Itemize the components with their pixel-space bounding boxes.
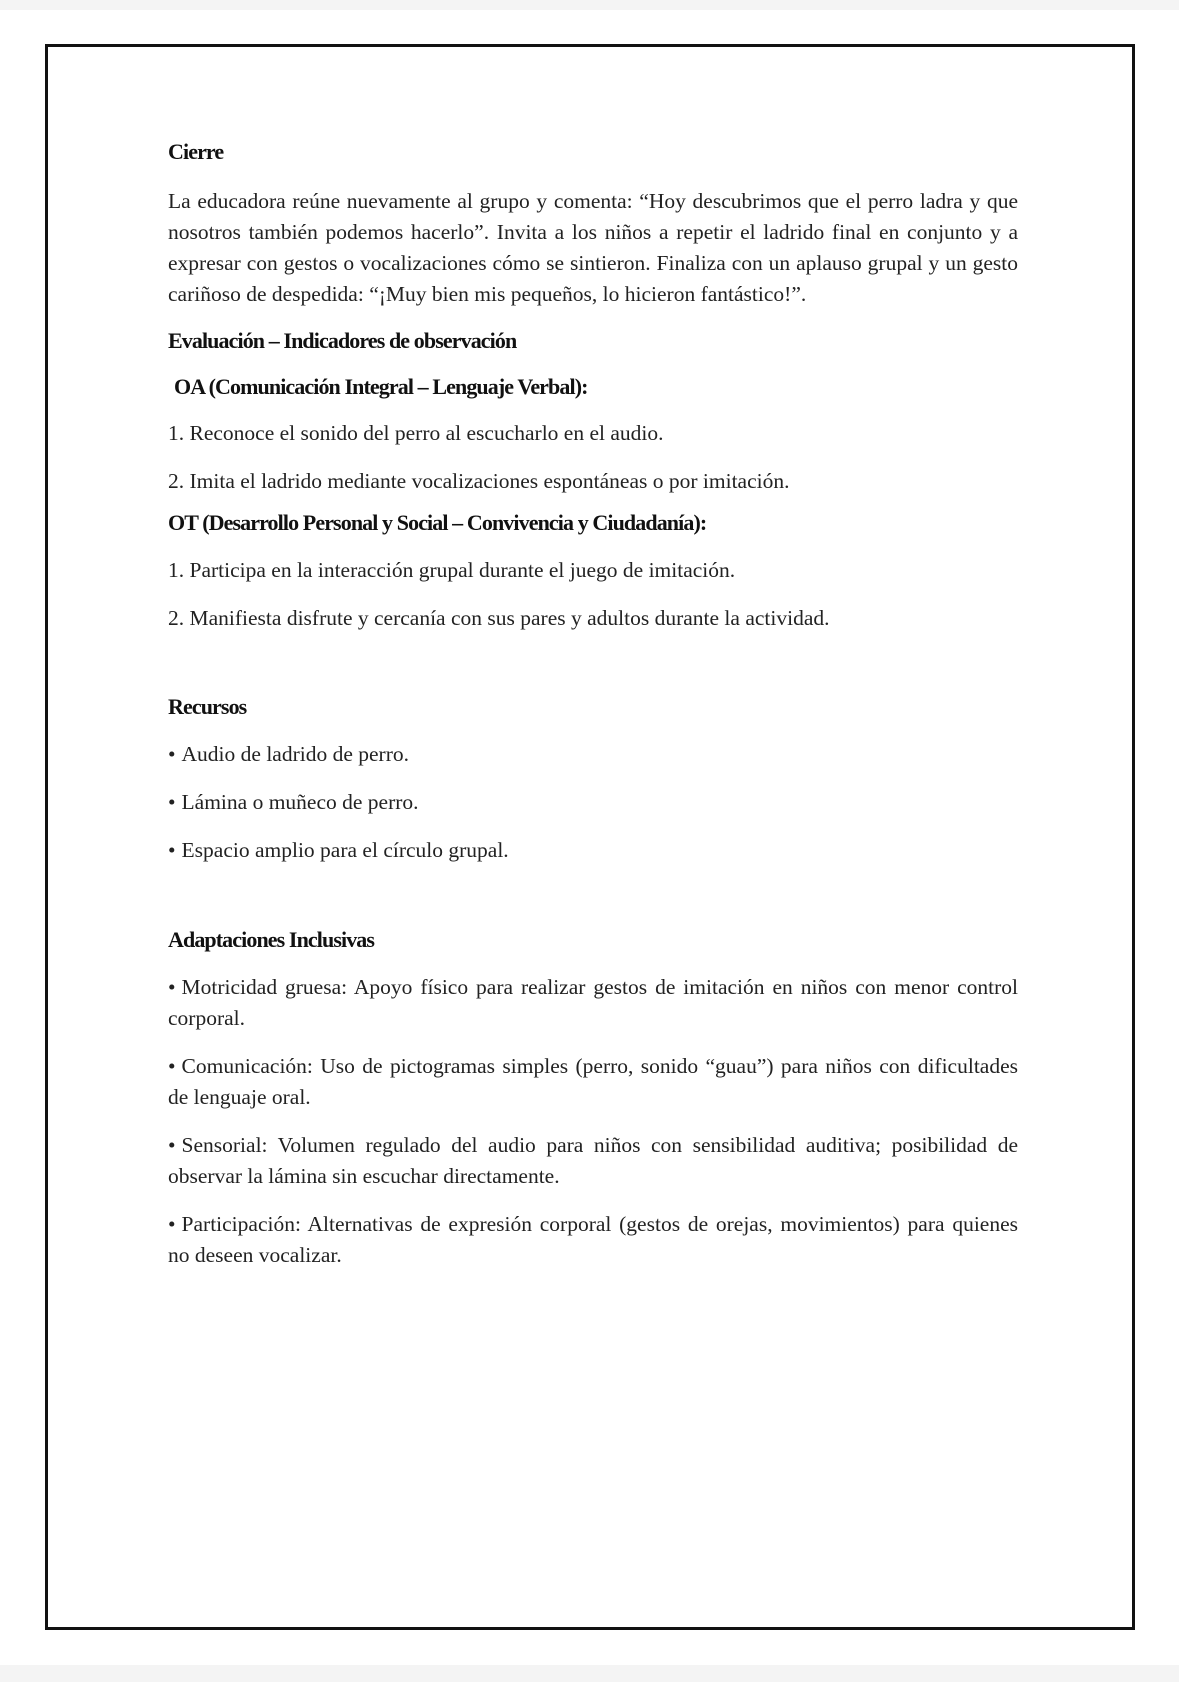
adaptacion-item-text: Motricidad gruesa: Apoyo físico para realizar gestos de imitación en niños con menor control corporal.: [168, 975, 1018, 1030]
adaptacion-item: [168, 1130, 1018, 1192]
oa-indicator-2: 2. Imita el ladrido mediante vocalizaciones espontáneas o por imitación.: [168, 469, 790, 493]
adaptacion-item: [168, 972, 1018, 1034]
bullet-icon: •: [168, 742, 176, 766]
cierre-paragraph: La educadora reúne nuevamente al grupo y comenta: “Hoy descubrimos que el perro ladra y que nosotros también podemos hacerlo”. Invita a los niños a repetir el ladrido final en conjunto y a expresar con gestos o vocalizaciones cómo se sintieron. Finaliza con un aplauso grupal y un gesto cariñoso de despedida: “¡Muy bien mis pequeños, lo hicieron fantástico!”.: [168, 189, 1018, 306]
bullet-icon: •: [168, 975, 176, 999]
ot-indicator-2: 2. Manifiesta disfrute y cercanía con sus pares y adultos durante la actividad.: [168, 606, 830, 630]
adaptacion-item: [168, 1209, 1018, 1271]
document-page: [0, 10, 1179, 1665]
evaluacion-heading: Evaluación – Indicadores de observación: [168, 328, 517, 353]
bullet-icon: •: [168, 790, 176, 814]
oa-heading: OA (Comunicación Integral – Lenguaje Verbal):: [174, 374, 588, 399]
bullet-icon: •: [168, 1054, 176, 1078]
recurso-item-text: Audio de ladrido de perro.: [181, 742, 410, 766]
oa-indicator-1: 1. Reconoce el sonido del perro al escucharlo en el audio.: [168, 421, 664, 445]
recurso-item: [168, 787, 1018, 818]
ot-heading: OT (Desarrollo Personal y Social – Convivencia y Ciudadanía):: [168, 510, 707, 535]
adaptacion-item-text: Comunicación: Uso de pictogramas simples (perro, sonido “guau”) para niños con dificultades de lenguaje oral.: [168, 1054, 1018, 1109]
adaptaciones-heading: Adaptaciones Inclusivas: [168, 927, 375, 952]
adaptacion-item-text: Sensorial: Volumen regulado del audio para niños con sensibilidad auditiva; posibilidad de observar la lámina sin escuchar directamente.: [168, 1133, 1018, 1188]
recurso-item: [168, 739, 1018, 770]
recursos-heading: Recursos: [168, 694, 247, 719]
ot-indicator-1: 1. Participa en la interacción grupal durante el juego de imitación.: [168, 558, 736, 582]
bullet-icon: •: [168, 1212, 176, 1236]
recurso-item-text: Lámina o muñeco de perro.: [181, 790, 419, 814]
adaptacion-item: [168, 1051, 1018, 1113]
cierre-heading: Cierre: [168, 139, 224, 164]
bullet-icon: •: [168, 838, 176, 862]
bullet-icon: •: [168, 1133, 176, 1157]
adaptacion-item-text: Participación: Alternativas de expresión corporal (gestos de orejas, movimientos) para quienes no deseen vocalizar.: [168, 1212, 1018, 1267]
recurso-item: [168, 835, 1018, 866]
page-content: [168, 137, 1018, 1271]
recurso-item-text: Espacio amplio para el círculo grupal.: [181, 838, 509, 862]
